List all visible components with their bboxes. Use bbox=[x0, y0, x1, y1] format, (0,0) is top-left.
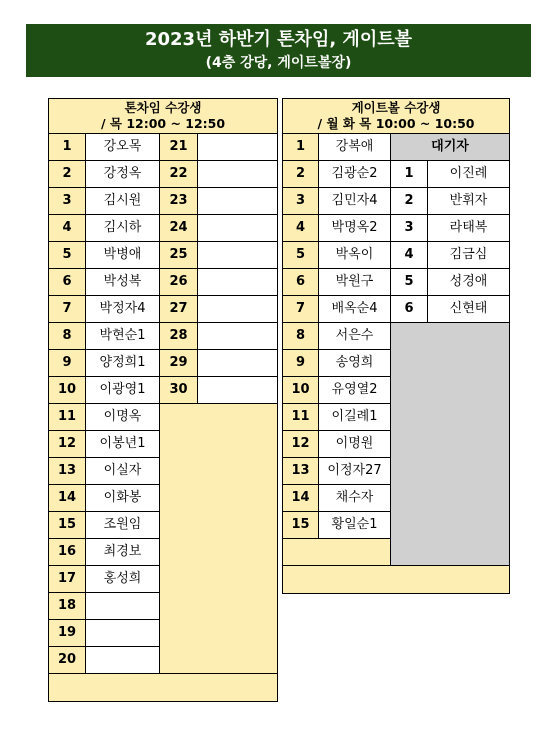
student-name: 박병애 bbox=[86, 242, 160, 269]
student-name: 송영희 bbox=[319, 350, 391, 377]
student-name: 박원구 bbox=[319, 269, 391, 296]
row-number: 8 bbox=[49, 323, 86, 350]
row-number: 30 bbox=[160, 377, 198, 404]
waitlist-number: 6 bbox=[391, 296, 428, 323]
table-row bbox=[49, 404, 278, 431]
row-number: 27 bbox=[160, 296, 198, 323]
student-name bbox=[198, 296, 278, 323]
waitlist-empty-area bbox=[391, 323, 510, 566]
empty-area bbox=[283, 539, 391, 566]
student-name bbox=[198, 242, 278, 269]
tonechime-heading-title: 톤차임 수강생 bbox=[124, 100, 202, 115]
gateball-heading-schedule: / 월 화 목 10:00 ~ 10:50 bbox=[317, 116, 475, 131]
table-row bbox=[283, 242, 510, 269]
table-row bbox=[49, 242, 278, 269]
row-number: 8 bbox=[283, 323, 319, 350]
gateball-heading bbox=[283, 99, 510, 134]
waitlist-number: 1 bbox=[391, 161, 428, 188]
row-number: 26 bbox=[160, 269, 198, 296]
table-row bbox=[49, 296, 278, 323]
table-footer bbox=[283, 566, 510, 594]
student-name: 이봉년1 bbox=[86, 431, 160, 458]
table-row bbox=[283, 161, 510, 188]
row-number: 28 bbox=[160, 323, 198, 350]
page-title: 2023년 하반기 톤차임, 게이트볼 bbox=[144, 29, 412, 50]
row-number: 18 bbox=[49, 593, 86, 620]
student-name bbox=[86, 620, 160, 647]
row-number: 7 bbox=[49, 296, 86, 323]
waitlist-name: 라태복 bbox=[428, 215, 510, 242]
waitlist-name: 반휘자 bbox=[428, 188, 510, 215]
student-name bbox=[198, 215, 278, 242]
row-number: 14 bbox=[283, 485, 319, 512]
row-number: 1 bbox=[49, 134, 86, 161]
student-name: 이정자27 bbox=[319, 458, 391, 485]
row-number: 10 bbox=[283, 377, 319, 404]
student-name: 조원임 bbox=[86, 512, 160, 539]
row-number: 13 bbox=[283, 458, 319, 485]
student-name bbox=[198, 269, 278, 296]
student-name: 박옥이 bbox=[319, 242, 391, 269]
waitlist-number: 4 bbox=[391, 242, 428, 269]
waitlist-name: 신현태 bbox=[428, 296, 510, 323]
row-number: 2 bbox=[49, 161, 86, 188]
row-number: 19 bbox=[49, 620, 86, 647]
student-name: 이화봉 bbox=[86, 485, 160, 512]
page-subtitle: (4층 강당, 게이트볼장) bbox=[205, 55, 352, 71]
waitlist-number: 3 bbox=[391, 215, 428, 242]
student-name: 이명원 bbox=[319, 431, 391, 458]
row-number: 3 bbox=[283, 188, 319, 215]
table-row bbox=[49, 134, 278, 161]
row-number: 1 bbox=[283, 134, 319, 161]
row-number: 11 bbox=[283, 404, 319, 431]
table-row bbox=[283, 323, 510, 350]
row-number: 22 bbox=[160, 161, 198, 188]
gateball-heading-title: 게이트볼 수강생 bbox=[351, 100, 441, 115]
student-name bbox=[198, 350, 278, 377]
student-name bbox=[198, 134, 278, 161]
row-number: 14 bbox=[49, 485, 86, 512]
student-name bbox=[198, 161, 278, 188]
row-number: 6 bbox=[49, 269, 86, 296]
student-name: 박명옥2 bbox=[319, 215, 391, 242]
student-name: 황일순1 bbox=[319, 512, 391, 539]
table-footer bbox=[49, 674, 278, 702]
waitlist-name: 김금심 bbox=[428, 242, 510, 269]
student-name: 박정자4 bbox=[86, 296, 160, 323]
student-name: 양정희1 bbox=[86, 350, 160, 377]
row-number: 21 bbox=[160, 134, 198, 161]
student-name: 서은수 bbox=[319, 323, 391, 350]
student-name: 강정옥 bbox=[86, 161, 160, 188]
student-name: 이명옥 bbox=[86, 404, 160, 431]
student-name: 최경보 bbox=[86, 539, 160, 566]
student-name: 홍성희 bbox=[86, 566, 160, 593]
student-name: 박성복 bbox=[86, 269, 160, 296]
student-name: 유영열2 bbox=[319, 377, 391, 404]
table-row bbox=[283, 215, 510, 242]
student-name: 이실자 bbox=[86, 458, 160, 485]
student-name: 배옥순4 bbox=[319, 296, 391, 323]
tonechime-heading-schedule: / 목 12:00 ~ 12:50 bbox=[100, 116, 226, 131]
row-number: 13 bbox=[49, 458, 86, 485]
row-number: 4 bbox=[49, 215, 86, 242]
table-row bbox=[49, 377, 278, 404]
waitlist-name: 이진례 bbox=[428, 161, 510, 188]
table-row bbox=[49, 215, 278, 242]
table-footer-row bbox=[283, 566, 510, 594]
tonechime-heading bbox=[49, 99, 278, 134]
student-name: 이길례1 bbox=[319, 404, 391, 431]
tonechime-table bbox=[48, 98, 278, 702]
table-footer-row bbox=[49, 674, 278, 702]
row-number: 24 bbox=[160, 215, 198, 242]
student-name: 김민자4 bbox=[319, 188, 391, 215]
student-name: 강오목 bbox=[86, 134, 160, 161]
row-number: 20 bbox=[49, 647, 86, 674]
row-number: 6 bbox=[283, 269, 319, 296]
row-number: 29 bbox=[160, 350, 198, 377]
row-number: 17 bbox=[49, 566, 86, 593]
table-row bbox=[283, 134, 510, 161]
student-name: 김시원 bbox=[86, 188, 160, 215]
row-number: 10 bbox=[49, 377, 86, 404]
row-number: 2 bbox=[283, 161, 319, 188]
waitlist-heading: 대기자 bbox=[391, 134, 510, 161]
table-row bbox=[283, 188, 510, 215]
student-name: 김광순2 bbox=[319, 161, 391, 188]
table-row bbox=[283, 296, 510, 323]
row-number: 15 bbox=[49, 512, 86, 539]
table-row bbox=[49, 350, 278, 377]
row-number: 11 bbox=[49, 404, 86, 431]
table-row bbox=[49, 188, 278, 215]
table-row bbox=[49, 323, 278, 350]
row-number: 12 bbox=[49, 431, 86, 458]
table-row bbox=[49, 161, 278, 188]
student-name: 채수자 bbox=[319, 485, 391, 512]
row-number: 3 bbox=[49, 188, 86, 215]
waitlist-number: 2 bbox=[391, 188, 428, 215]
empty-area bbox=[160, 404, 278, 674]
row-number: 15 bbox=[283, 512, 319, 539]
row-number: 7 bbox=[283, 296, 319, 323]
title-banner bbox=[26, 24, 531, 77]
row-number: 23 bbox=[160, 188, 198, 215]
row-number: 25 bbox=[160, 242, 198, 269]
row-number: 16 bbox=[49, 539, 86, 566]
student-name bbox=[86, 593, 160, 620]
row-number: 9 bbox=[49, 350, 86, 377]
student-name bbox=[198, 323, 278, 350]
table-row bbox=[49, 269, 278, 296]
student-name: 박현순1 bbox=[86, 323, 160, 350]
student-name bbox=[198, 377, 278, 404]
gateball-table bbox=[282, 98, 510, 594]
student-name: 강복애 bbox=[319, 134, 391, 161]
row-number: 9 bbox=[283, 350, 319, 377]
student-name: 이광영1 bbox=[86, 377, 160, 404]
row-number: 5 bbox=[49, 242, 86, 269]
student-name bbox=[86, 647, 160, 674]
student-name bbox=[198, 188, 278, 215]
student-name: 김시하 bbox=[86, 215, 160, 242]
table-row bbox=[283, 269, 510, 296]
row-number: 4 bbox=[283, 215, 319, 242]
row-number: 12 bbox=[283, 431, 319, 458]
row-number: 5 bbox=[283, 242, 319, 269]
waitlist-number: 5 bbox=[391, 269, 428, 296]
waitlist-name: 성경애 bbox=[428, 269, 510, 296]
